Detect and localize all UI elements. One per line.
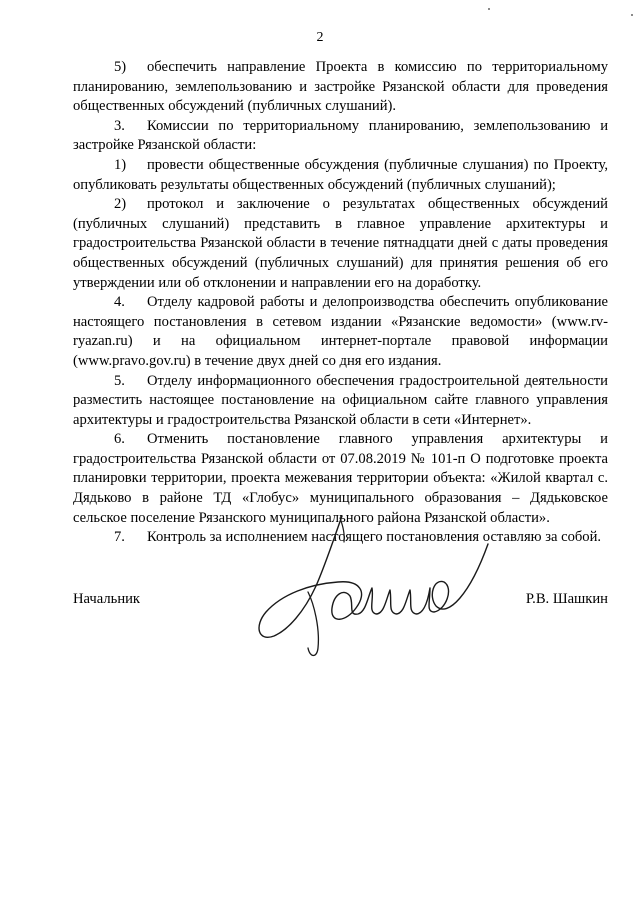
signer-position: Начальник xyxy=(73,591,141,607)
paragraph-number: 2) xyxy=(114,196,127,213)
paragraph-text: провести общественные обсуждения (публичные слушания) по Проекту, опубликовать результаты общественных обсуждений (публичных слушаний); xyxy=(73,156,608,193)
paragraph-number: 5) xyxy=(114,59,127,75)
paragraph-text: Отделу информационного обеспечения градостроительной деятельности разместить настоящее постановление на официальном сайте главного управления архитектуры и градостроительства Рязанской области в сети «Интернет». xyxy=(73,372,608,428)
paragraph-item xyxy=(73,117,608,156)
scan-speck xyxy=(488,8,490,10)
handwritten-signature xyxy=(248,508,498,668)
paragraph-number: 4. xyxy=(114,294,125,311)
paragraph-item xyxy=(73,293,608,371)
signature-stroke xyxy=(308,592,318,656)
paragraph-item xyxy=(73,195,608,293)
paragraph-item xyxy=(73,372,608,431)
paragraph-item xyxy=(73,58,608,117)
signer-name: Р.В. Шашкин xyxy=(525,591,608,607)
paragraph-number: 5. xyxy=(114,372,125,389)
paragraph-number: 1) xyxy=(114,156,127,173)
scan-speck xyxy=(631,14,633,16)
paragraph-number: 6. xyxy=(114,431,125,448)
paragraph-text: Отделу кадровой работы и делопроизводства обеспечить опубликование настоящего постановления в сетевом издании «Рязанские ведомости» (www.rv-ryazan.ru) и на официальном интернет-портале правовой информации (www.pravo.gov.ru) в течение двух дней со дня его издания. xyxy=(73,294,608,369)
paragraph-text: протокол и заключение о результатах общественных обсуждений (публичных слушаний) представить в главное управление архитектуры и градостроительства Рязанской области в течение пятнадцати дней с даты проведения общественных обсуждений (публичных слушаний) для принятия решения об его утверждении или об отклонении и направлении его на доработку. xyxy=(73,196,608,291)
paragraph-number: 3. xyxy=(114,117,125,134)
page-number: 2 xyxy=(316,30,324,45)
paragraph-number: 7. xyxy=(114,529,125,546)
paragraph-text: Комиссии по территориальному планированию, землепользованию и застройке Рязанской области: xyxy=(73,117,608,154)
paragraph-text: Отменить постановление главного управления архитектуры и градостроительства Рязанской области от 07.08.2019 № 101-п О подготовке проекта планировки территории, проекта межевания территории объекта: «Жилой квартал с. Дядьково в районе ТД «Глобус» муниципального образования – Дядьковское сельское поселение Рязанского муниципального района Рязанской области». xyxy=(73,431,608,526)
paragraph-text: Контроль за исполнением настоящего постановления оставляю за собой. xyxy=(147,529,602,546)
paragraph-text: обеспечить направление Проекта в комиссию по территориальному планированию, землепользованию и застройке Рязанской области для проведения общественных обсуждений (публичных слушаний). xyxy=(73,59,608,115)
signature-stroke xyxy=(259,516,488,637)
document-body xyxy=(73,58,608,548)
paragraph-item xyxy=(73,156,608,195)
signature-stroke xyxy=(340,518,344,542)
